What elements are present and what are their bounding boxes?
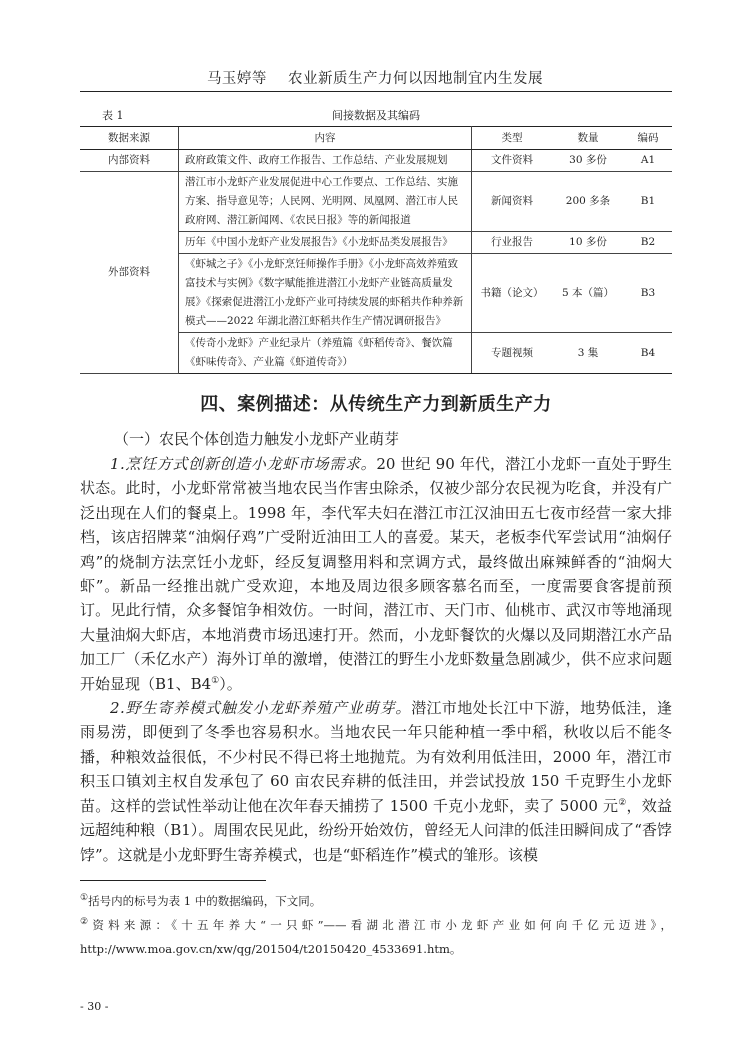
quantity-cell: 200 多条 xyxy=(552,172,624,232)
type-cell: 专题视频 xyxy=(472,333,553,374)
type-cell: 行业报告 xyxy=(472,232,553,254)
header-type: 类型 xyxy=(472,127,553,150)
paragraph-text-end: ，效益远超纯种粮（B1）。周围农民见此，纷纷开始效仿，曾经无人问津的低洼田瞬间成了“香饽饽”。这就是小龙虾野生寄养模式，也是“虾稻连作”模式的雏形。该模 xyxy=(80,796,672,864)
content-cell: 《传奇小龙虾》产业纪录片（养殖篇《虾稻传奇》、餐饮篇《虾味传奇》、产业篇《虾道传奇》） xyxy=(179,333,472,374)
header-quantity: 数量 xyxy=(552,127,624,150)
type-cell: 书籍（论文） xyxy=(472,254,553,333)
running-head xyxy=(80,67,670,88)
paragraph-text: 20 世纪 90 年代，潜江小龙虾一直处于野生状态。此时，小龙虾常常被当地农民当作害虫除杀，仅被少部分农民视为吃食，并没有广泛出现在人们的餐桌上。1998 年，李代军夫妇在潜江市江汉油田五七夜市经营一家大排档，该店招牌菜“油焖仔鸡”广受附近油田工人的喜爱。某天，老板李代军尝试用“油焖仔鸡”的烧制方法烹饪小龙虾，经反复调整用料和烹调方式，最终做出麻辣鲜香的“油焖大虾”。新品一经推出就广受欢迎，本地及周边很多顾客慕名而至，一度需要食客提前预订。见此行情，众多餐馆争相效仿。一时间，潜江市、天门市、仙桃市、武汉市等地涌现大量油焖大虾店，本地消费市场迅速打开。然而，小龙虾餐饮的火爆以及同期潜江水产品加工厂（禾亿水产）海外订单的激增，使潜江的野生小龙虾数量急剧减少，供不应求问题开始显现（B1、B4 xyxy=(80,455,672,693)
data-coding-table xyxy=(80,126,672,374)
footnote xyxy=(80,913,672,961)
source-cell-internal: 内部资料 xyxy=(80,150,179,172)
quantity-cell: 3 集 xyxy=(552,333,624,374)
header-rule xyxy=(80,91,672,92)
code-cell: B2 xyxy=(624,232,672,254)
footnote xyxy=(80,889,672,913)
subsection-heading: （一）农民个体创造力触发小龙虾产业萌芽 xyxy=(114,430,400,448)
code-cell: B3 xyxy=(624,254,672,333)
source-cell-external: 外部资料 xyxy=(80,172,179,374)
paragraph xyxy=(80,452,672,696)
quantity-cell: 5 本（篇） xyxy=(552,254,624,333)
content-cell: 潜江市小龙虾产业发展促进中心工作要点、工作总结、实施方案、指导意见等；人民网、光明网、凤凰网、潜江市人民政府网、潜江新闻网、《农民日报》等的新闻报道 xyxy=(179,172,472,232)
table-header-row xyxy=(80,127,672,150)
code-cell: B4 xyxy=(624,333,672,374)
footnote-rule xyxy=(80,880,266,881)
footnote-text: 资料来源：《十五年养大“一只虾”——看湖北潜江市小龙虾产业如何向千亿元迈进》，http://www.moa.gov.cn/xw/qg/201504/t20150420_4533691.htm。 xyxy=(80,918,672,956)
code-cell: B1 xyxy=(624,172,672,232)
running-head-author: 马玉婷等 xyxy=(206,71,267,87)
type-cell: 新闻资料 xyxy=(472,172,553,232)
body-text xyxy=(80,452,672,867)
paragraph xyxy=(80,696,672,867)
code-cell: A1 xyxy=(624,150,672,172)
paragraph-lead: 2.野生寄养模式触发小龙虾养殖产业萌芽。 xyxy=(110,699,412,718)
header-content: 内容 xyxy=(179,127,472,150)
footnote-mark: ① xyxy=(80,893,89,904)
table-caption xyxy=(80,107,672,125)
page-number: - 30 - xyxy=(80,1000,109,1013)
paragraph-text-end: ）。 xyxy=(219,674,242,693)
footnote-ref[interactable]: ① xyxy=(211,675,220,686)
content-cell: 历年《中国小龙虾产业发展报告》《小龙虾品类发展报告》 xyxy=(179,232,472,254)
quantity-cell: 30 多份 xyxy=(552,150,624,172)
table-title: 间接数据及其编码 xyxy=(332,109,420,122)
paragraph-lead: 1.烹饪方式创新创造小龙虾市场需求。 xyxy=(110,455,377,473)
footnote-text: 括号内的标号为表 1 中的数据编码，下文同。 xyxy=(88,894,322,908)
content-cell: 《虾城之子》《小龙虾烹饪师操作手册》《小龙虾高效养殖致富技术与实例》《数字赋能推进潜江小龙虾产业链高质量发展》《探索促进潜江小龙虾产业可持续发展的虾稻共作种养新模式——2022 年湖北潜江虾稻共作生产情况调研报告》 xyxy=(179,254,472,333)
type-cell: 文件资料 xyxy=(472,150,553,172)
header-code: 编码 xyxy=(624,127,672,150)
quantity-cell: 10 多份 xyxy=(552,232,624,254)
paragraph-text: 潜江市地处长江中下游，地势低洼，逢雨易涝，即便到了冬季也容易积水。当地农民一年只能种植一季中稻，秋收以后不能冬播，种粮效益很低，不少村民不得已将土地抛荒。为有效利用低洼田，2000 年，潜江市积玉口镇刘主权自发承包了 60 亩农民弃耕的低洼田，并尝试投放 150 千克野生小龙虾苗。这样的尝试性举动让他在次年春天捕捞了 1500 千克小龙虾，卖了 5000 元 xyxy=(80,699,672,815)
section-heading: 四、案例描述：从传统生产力到新质生产力 xyxy=(200,394,552,415)
footnotes xyxy=(80,889,672,961)
running-head-title: 农业新质生产力何以因地制宜内生发展 xyxy=(288,71,544,87)
table-row xyxy=(80,172,672,232)
footnote-mark: ② xyxy=(80,917,93,928)
content-cell: 政府政策文件、政府工作报告、工作总结、产业发展规划 xyxy=(179,150,472,172)
table-row xyxy=(80,150,672,172)
footnote-ref[interactable]: ② xyxy=(618,797,627,808)
table-label: 表 1 xyxy=(102,109,124,122)
header-source: 数据来源 xyxy=(80,127,179,150)
